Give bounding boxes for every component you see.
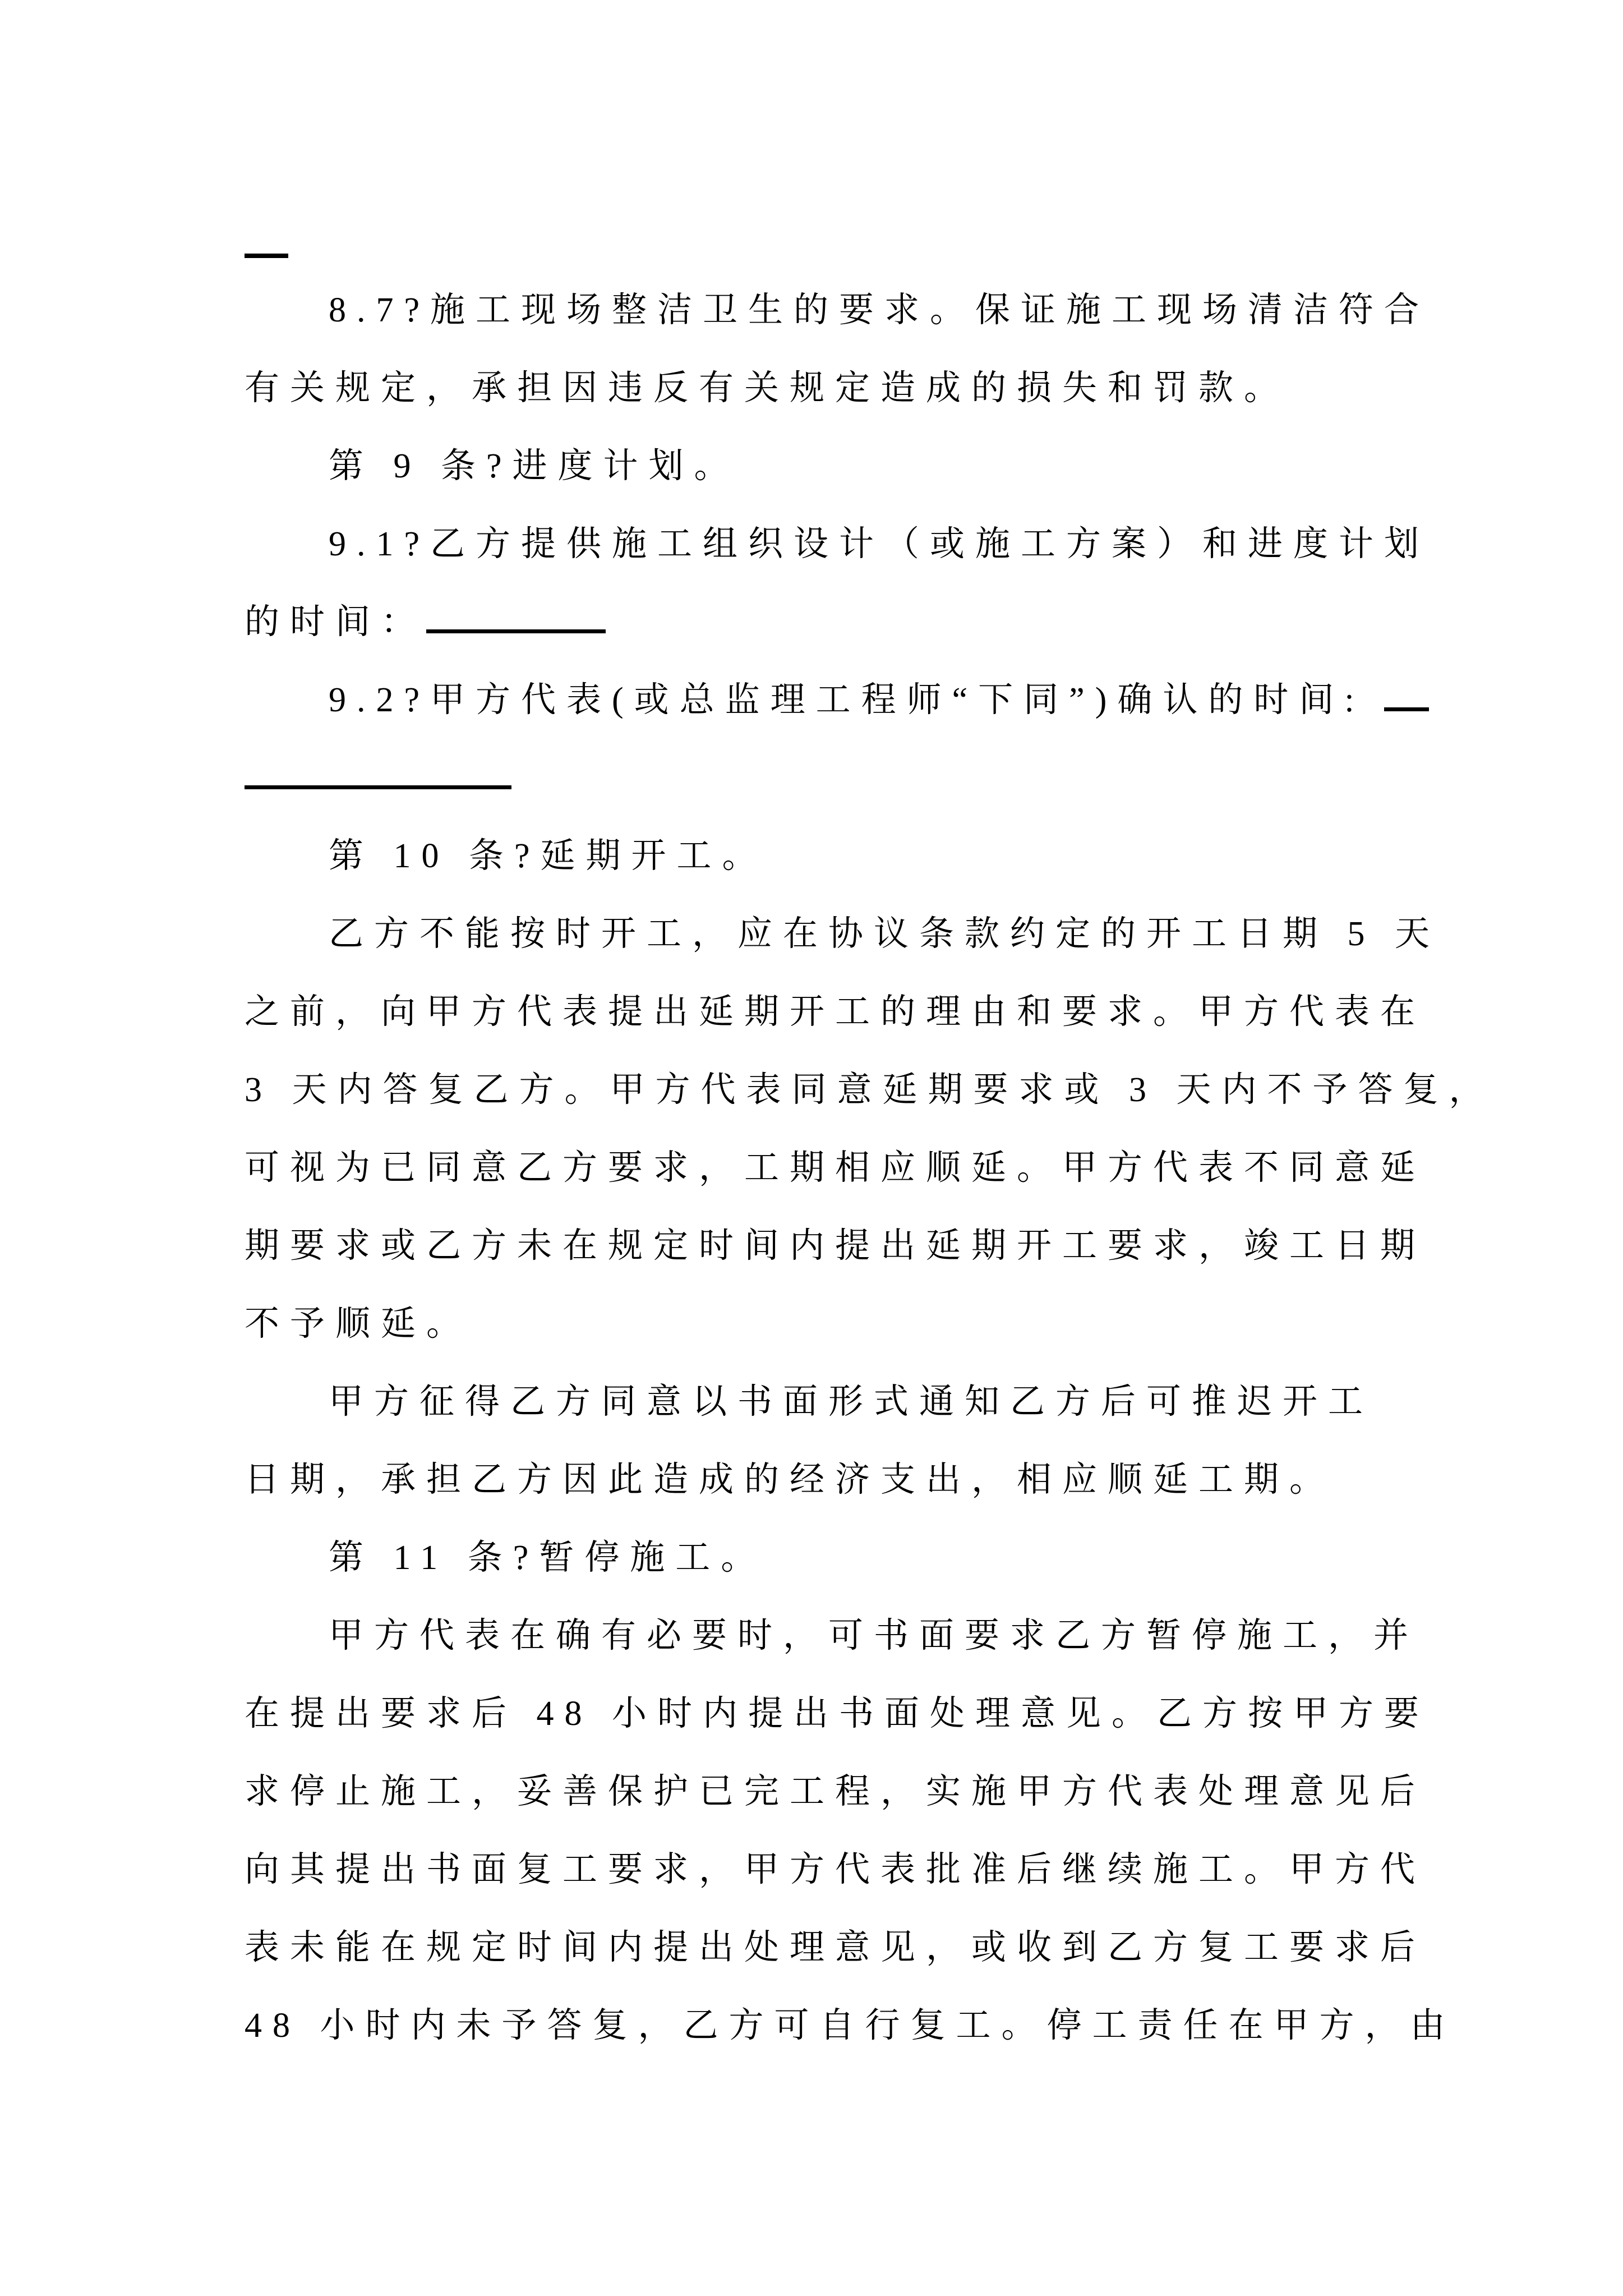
text-line [245, 1051, 1495, 1129]
clause-11-heading [245, 1519, 1432, 1597]
text-line [245, 739, 1432, 817]
text-line-content: 甲方代表在确有必要时，可书面要求乙方暂停施工，并 [329, 1617, 1419, 1655]
text-line-content: 求停止施工，妥善保护已完工程，实施甲方代表处理意见后 [245, 1773, 1426, 1811]
fill-in-blank [1384, 680, 1429, 711]
text-line [245, 1129, 1432, 1207]
clause-9-heading [245, 427, 1432, 505]
text-line [245, 1909, 1432, 1987]
text-line-content: 的时间： [245, 603, 427, 641]
text-line-content: 9.2?甲方代表(或总监理工程师“下同”)确认的时间: [329, 681, 1385, 719]
text-line-content: 不予顺延。 [245, 1305, 472, 1343]
text-line-content: 8.7?施工现场整洁卫生的要求。保证施工现场清洁符合 [329, 291, 1430, 329]
text-line [245, 1207, 1432, 1285]
text-line-content: 第 9 条?进度计划。 [329, 447, 740, 485]
text-line-content: 第 11 条?暂停施工。 [329, 1539, 767, 1577]
text-line [245, 973, 1432, 1051]
text-line-content: 甲方征得乙方同意以书面形式通知乙方后可推迟开工 [329, 1383, 1374, 1421]
text-line-content: 9.1?乙方提供施工组织设计（或施工方案）和进度计划 [329, 525, 1430, 563]
text-line [245, 1675, 1432, 1753]
text-line [245, 1987, 1456, 2065]
text-line-content: 3 天内答复乙方。甲方代表同意延期要求或 3 天内不予答复， [245, 1071, 1495, 1109]
text-line-content: 乙方不能按时开工，应在协议条款约定的开工日期 5 天 [329, 915, 1441, 953]
text-line-content: 在提出要求后 48 小时内提出书面处理意见。乙方按甲方要 [245, 1695, 1430, 1733]
text-line [245, 1441, 1432, 1519]
text-line [245, 1753, 1432, 1831]
text-line-content: 48 小时内未予答复，乙方可自行复工。停工责任在甲方，由 [245, 2007, 1456, 2045]
clause-10-heading [245, 817, 1432, 895]
text-line-content: 可视为已同意乙方要求，工期相应顺延。甲方代表不同意延 [245, 1149, 1426, 1187]
text-line [245, 583, 1432, 661]
text-line-content: 有关规定，承担因违反有关规定造成的损失和罚款。 [245, 369, 1290, 407]
text-line [245, 272, 1432, 349]
text-line [245, 1597, 1432, 1675]
text-line [245, 505, 1432, 583]
horizontal-dash-mark [245, 254, 288, 258]
text-line-content: 第 10 条?延期开工。 [329, 837, 768, 875]
text-line-content: 日期，承担乙方因此造成的经济支出，相应顺延工期。 [245, 1461, 1335, 1499]
text-line-content: 期要求或乙方未在规定时间内提出延期开工要求，竣工日期 [245, 1227, 1426, 1265]
text-line [245, 1285, 1432, 1363]
text-line [245, 1363, 1432, 1441]
text-line [245, 895, 1441, 973]
text-line-content: 表未能在规定时间内提出处理意见，或收到乙方复工要求后 [245, 1929, 1426, 1967]
text-line-content: 之前，向甲方代表提出延期开工的理由和要求。甲方代表在 [245, 993, 1426, 1031]
text-line [245, 1831, 1432, 1909]
fill-in-blank [426, 602, 606, 633]
text-line [245, 661, 1432, 739]
text-line-content: 向其提出书面复工要求，甲方代表批准后继续施工。甲方代 [245, 1851, 1426, 1889]
text-line [245, 349, 1432, 427]
fill-in-blank [245, 758, 511, 789]
